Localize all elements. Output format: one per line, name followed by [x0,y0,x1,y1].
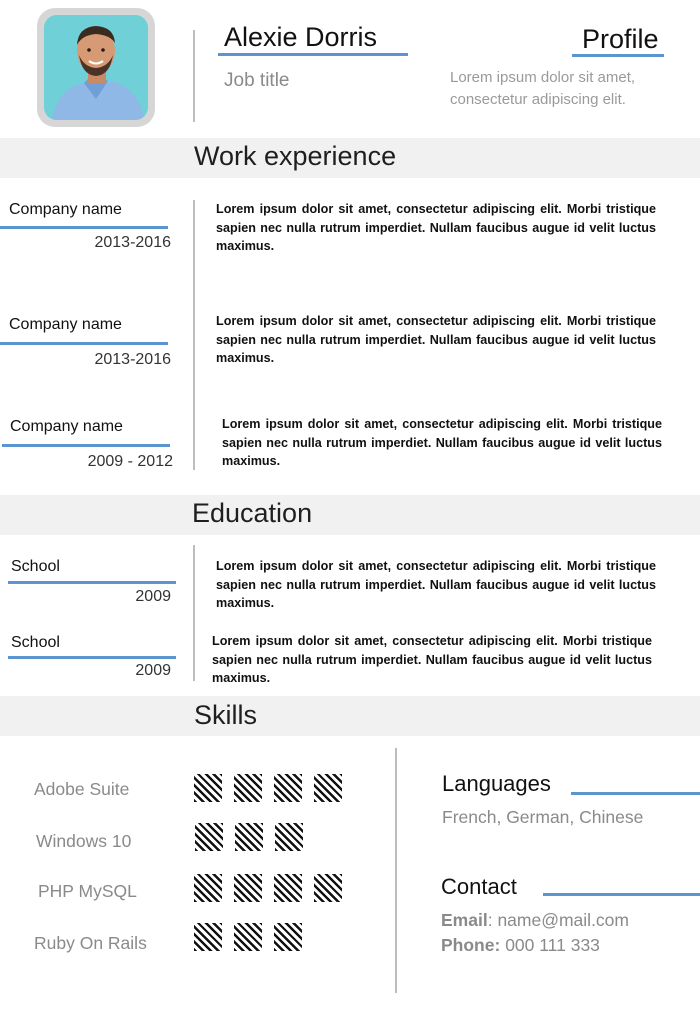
phone-value: 000 111 333 [505,935,600,955]
skill-rating-mark [234,874,262,902]
work-company-3-underline [2,444,170,447]
education-desc-2: Lorem ipsum dolor sit amet, consectetur adipiscing elit. Morbi tristique sapien nec nulla rutrum imperdiet. Nullam faucibus augue id velit luctus maximus. [212,634,652,685]
education-heading: Education [192,498,313,528]
skill-rating-mark [274,923,302,951]
work-desc-2: Lorem ipsum dolor sit amet, consectetur adipiscing elit. Morbi tristique sapien nec nulla rutrum imperdiet. Nullam faucibus augue id velit luctus maximus. [216,314,656,365]
work-divider [193,200,195,470]
email-label: Email [441,910,488,930]
contact-phone-row [441,935,600,956]
work-desc-3: Lorem ipsum dolor sit amet, consectetur adipiscing elit. Morbi tristique sapien nec nulla rutrum imperdiet. Nullam faucibus augue id velit luctus maximus. [222,417,662,468]
skill-rating-mark [194,923,222,951]
skill-label-3: PHP MySQL [38,881,137,901]
work-desc-1: Lorem ipsum dolor sit amet, consectetur adipiscing elit. Morbi tristique sapien nec nulla rutrum imperdiet. Nullam faucibus augue id velit luctus maximus. [216,202,656,253]
skills-divider [395,748,397,993]
work-experience-heading: Work experience [194,141,397,171]
candidate-name: Alexie Dorris [224,22,378,52]
skill-rating-mark [314,874,342,902]
skill-rating-mark [274,874,302,902]
profile-photo-frame [37,8,155,127]
education-year-2: 2009 [135,662,171,679]
education-school-2: School [11,634,60,651]
skill-rating-1 [194,774,342,802]
skill-rating-3 [194,874,342,902]
skill-label-4: Ruby On Rails [34,933,147,953]
skill-rating-mark [274,774,302,802]
profile-underline [572,54,664,57]
work-company-3: Company name [10,418,123,435]
name-underline [218,53,408,56]
phone-label: Phone: [441,935,501,955]
profile-photo [44,15,148,120]
contact-underline [543,893,700,896]
education-school-1: School [11,558,60,575]
education-year-1: 2009 [135,588,171,605]
work-years-3: 2009 - 2012 [87,453,173,470]
work-company-1: Company name [9,201,122,218]
education-school-1-underline [8,581,176,584]
skill-rating-4 [194,923,302,951]
languages-heading: Languages [442,771,551,796]
skill-rating-mark [194,774,222,802]
profile-heading: Profile [582,24,659,54]
job-title: Job title [224,70,290,91]
skill-rating-mark [314,774,342,802]
work-years-1: 2013-2016 [94,234,171,251]
skill-rating-mark [234,923,262,951]
email-value[interactable]: name@mail.com [497,910,629,930]
skill-label-1: Adobe Suite [34,779,130,799]
contact-email-row [441,910,629,931]
skill-rating-mark [194,874,222,902]
email-separator: : [487,910,498,930]
profile-text: Lorem ipsum dolor sit amet, consectetur adipiscing elit. [450,69,636,108]
work-company-2-underline [0,342,168,345]
skill-rating-2 [195,823,303,851]
skill-rating-mark [234,774,262,802]
person-avatar-icon [44,15,148,120]
skills-band [0,696,700,736]
skills-heading: Skills [194,700,258,730]
education-desc-1: Lorem ipsum dolor sit amet, consectetur adipiscing elit. Morbi tristique sapien nec nulla rutrum imperdiet. Nullam faucibus augue id velit luctus maximus. [216,559,656,610]
skill-rating-mark [195,823,223,851]
work-company-2: Company name [9,316,122,333]
work-years-2: 2013-2016 [94,351,171,368]
education-divider [193,545,195,681]
education-band [0,495,700,535]
languages-underline [571,792,700,795]
header-divider [193,30,195,122]
skill-rating-mark [275,823,303,851]
languages-text: French, German, Chinese [442,807,644,827]
contact-heading: Contact [441,874,517,899]
work-company-1-underline [0,226,168,229]
skill-label-2: Windows 10 [36,831,132,851]
education-school-2-underline [8,656,176,659]
skill-rating-mark [235,823,263,851]
